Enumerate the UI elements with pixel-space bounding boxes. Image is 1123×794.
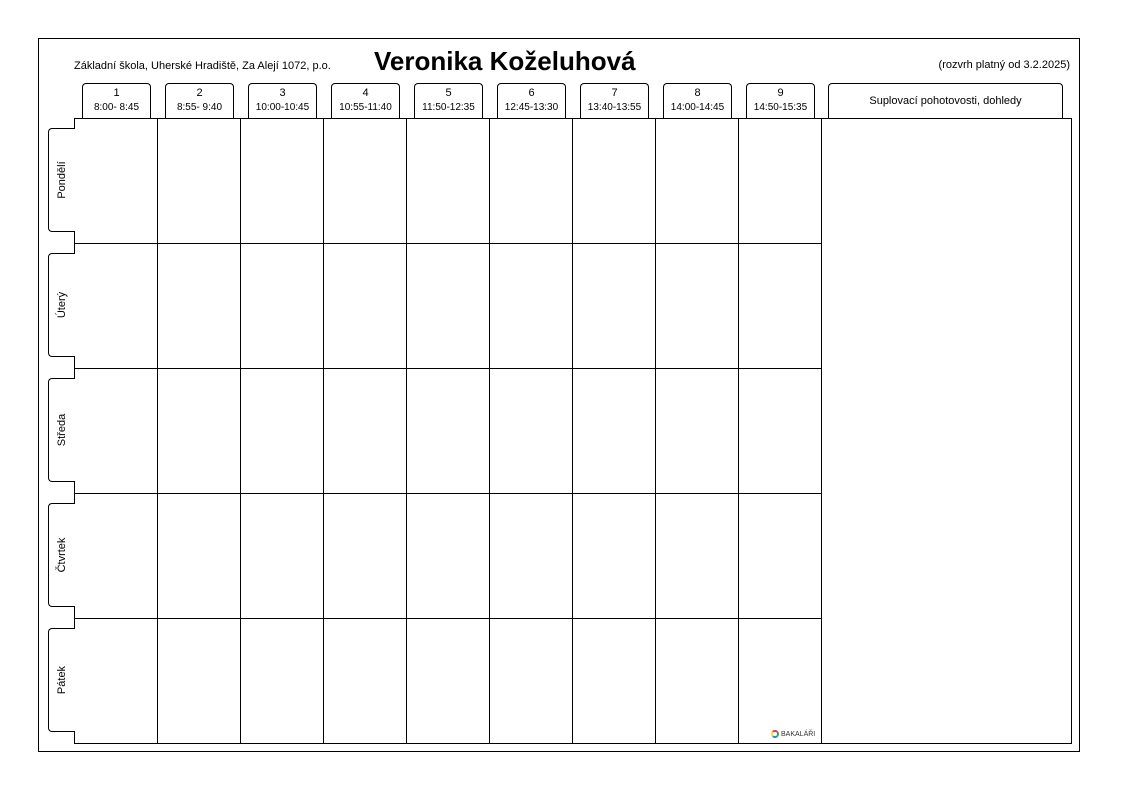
period-number: 9 (777, 87, 784, 99)
period-header-6 (497, 83, 566, 119)
lesson-cell (490, 369, 573, 494)
day-tab (48, 378, 75, 482)
lesson-cell (490, 619, 573, 744)
period-number: 6 (528, 87, 535, 99)
period-number: 2 (196, 87, 203, 99)
day-label: Středa (56, 413, 68, 447)
lesson-cell (739, 494, 822, 619)
lesson-cell (158, 244, 241, 369)
teacher-name: Veronika Koželuhová (374, 46, 636, 76)
lesson-cell (75, 119, 158, 244)
lesson-cell (656, 369, 739, 494)
lesson-cell (656, 494, 739, 619)
lesson-cell (407, 494, 490, 619)
day-tab (48, 128, 75, 232)
day-label: Pondělí (56, 161, 68, 199)
lesson-cell (75, 494, 158, 619)
lesson-cell (407, 369, 490, 494)
day-tab (48, 503, 75, 607)
lesson-cell (241, 619, 324, 744)
lesson-cell (656, 619, 739, 744)
lesson-cell (407, 619, 490, 744)
lesson-cell (490, 494, 573, 619)
lesson-cell (656, 119, 739, 244)
lesson-cell (739, 619, 822, 744)
lesson-cell (158, 494, 241, 619)
period-header-9 (746, 83, 815, 119)
period-header-3 (248, 83, 317, 119)
period-header-5 (414, 83, 483, 119)
period-number: 8 (694, 87, 701, 99)
lesson-cell (241, 244, 324, 369)
period-time: 10:55-11:40 (339, 102, 392, 113)
lesson-cell (158, 619, 241, 744)
lesson-cell (241, 369, 324, 494)
period-time: 14:50-15:35 (753, 102, 808, 113)
day-label: Pátek (56, 665, 68, 695)
period-header-4 (331, 83, 400, 119)
period-header-7 (580, 83, 649, 119)
period-time: 8:55- 9:40 (176, 102, 223, 113)
lesson-cell (573, 369, 656, 494)
day-label: Úterý (56, 291, 68, 319)
timetable-grid (74, 118, 1072, 744)
period-number: 3 (279, 87, 286, 99)
lesson-cell (407, 119, 490, 244)
period-number: 4 (362, 87, 369, 99)
school-name: Základní škola, Uherské Hradiště, Za Alejí 1072, p.o. (74, 60, 331, 72)
lesson-cell (573, 494, 656, 619)
substitution-header: Suplovací pohotovosti, dohledy (828, 83, 1063, 119)
period-number: 5 (445, 87, 452, 99)
lesson-cell (75, 619, 158, 744)
lesson-cell (324, 619, 407, 744)
period-number: 1 (113, 87, 120, 99)
day-tab (48, 628, 75, 732)
lesson-cell (324, 494, 407, 619)
lesson-cell (75, 244, 158, 369)
lesson-cell (739, 119, 822, 244)
lesson-cell (241, 119, 324, 244)
schedule-validity: (rozvrh platný od 3.2.2025) (938, 59, 1070, 71)
bakalari-logo-icon (771, 730, 779, 738)
lesson-cell (241, 494, 324, 619)
lesson-cell (490, 244, 573, 369)
period-time: 10:00-10:45 (255, 102, 310, 113)
period-number: 7 (611, 87, 618, 99)
day-tab (48, 253, 75, 357)
period-header-1 (82, 83, 151, 119)
lesson-cell (739, 244, 822, 369)
period-time: 8:00- 8:45 (93, 102, 140, 113)
period-header-2 (165, 83, 234, 119)
lesson-cell (324, 244, 407, 369)
day-label: Čtvrtek (56, 537, 68, 573)
period-time: 14:00-14:45 (670, 102, 725, 113)
lesson-cell (573, 119, 656, 244)
lesson-cell (75, 369, 158, 494)
brand-name: BAKALÁŘI (781, 730, 816, 738)
lesson-cell (324, 119, 407, 244)
period-time: 11:50-12:35 (422, 102, 475, 113)
lesson-cell (407, 244, 490, 369)
lesson-cell (158, 119, 241, 244)
brand-footer (771, 730, 815, 738)
period-time: 13:40-13:55 (587, 102, 642, 113)
lesson-cell (573, 619, 656, 744)
lesson-cell (739, 369, 822, 494)
lesson-cell (573, 244, 656, 369)
lesson-cell (158, 369, 241, 494)
lesson-cell (656, 244, 739, 369)
lesson-cell (490, 119, 573, 244)
period-header-8 (663, 83, 732, 119)
lesson-cell (324, 369, 407, 494)
period-time: 12:45-13:30 (504, 102, 559, 113)
